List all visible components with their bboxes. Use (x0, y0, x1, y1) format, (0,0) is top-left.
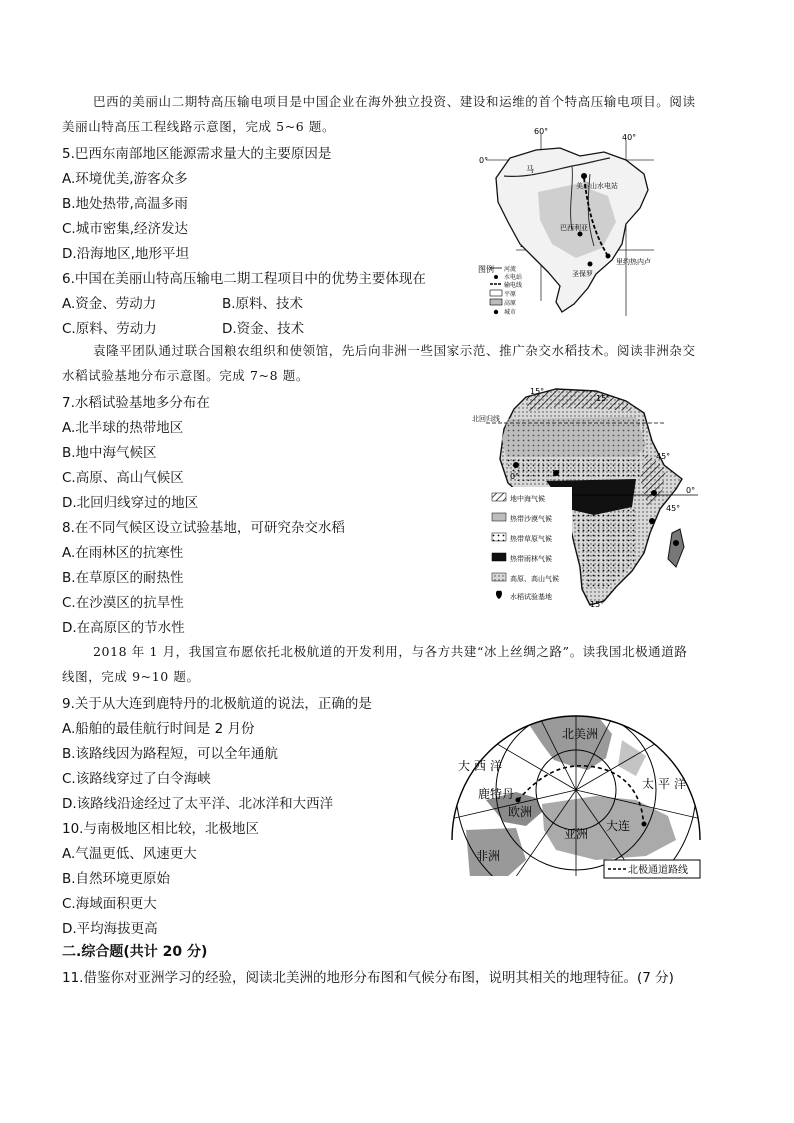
question-6-option-c: C.原料、劳动力 (62, 321, 157, 337)
legend-savanna: 热带草原气候 (510, 535, 552, 543)
savanna-north (504, 457, 642, 481)
brazil-label-rio: 里约热内卢 (616, 258, 651, 266)
question-8-option-b: B.在草原区的耐热性 (62, 570, 184, 586)
question-7-stem: 7.水稻试验基地多分布在 (62, 395, 210, 411)
question-8-option-a: A.在雨林区的抗寒性 (62, 545, 184, 561)
brazil-label-ma: 马 (526, 165, 534, 174)
legend-desert: 热带沙漠气候 (510, 515, 552, 523)
rice-base-marker (553, 470, 559, 476)
question-8-option-c: C.在沙漠区的抗旱性 (62, 595, 184, 611)
brasilia-marker (578, 232, 583, 237)
legend-line: 输电线 (504, 282, 523, 289)
legend-river: 河流 (504, 266, 517, 273)
label-africa: 非洲 (476, 849, 501, 863)
question-9-option-c: C.该路线穿过了白令海峡 (62, 771, 211, 787)
label-rotterdam: 鹿特丹 (478, 787, 515, 801)
rice-base-marker (673, 540, 679, 546)
intro-7-8-line2: 水稻试验基地分布示意图。完成 7~8 题。 (62, 368, 309, 383)
africa-deg-3: 45° (656, 452, 671, 461)
legend-mediterranean: 地中海气候 (510, 495, 545, 503)
africa-rice-base-map (472, 383, 706, 609)
question-5-option-b: B.地处热带,高温多雨 (62, 196, 188, 212)
sao-paulo-marker (588, 262, 593, 267)
legend-city: 城市 (504, 309, 517, 316)
question-7-option-d: D.北回归线穿过的地区 (62, 495, 199, 511)
question-11-stem: 11.借鉴你对亚洲学习的经验，阅读北美洲的地形分布图和气候分布图，说明其相关的地理特征。(7 分) (62, 970, 674, 986)
brazil-lat-0: 0° (479, 156, 489, 165)
question-10-option-a: A.气温更低、风速更大 (62, 846, 197, 862)
intro-9-10-line1: 2018 年 1 月，我国宣布愿依托北极航道的开发利用，与各方共建“冰上丝绸之路”。读我国北极通道路 (93, 644, 688, 659)
africa-deg-5: 45° (666, 504, 681, 513)
question-5-stem: 5.巴西东南部地区能源需求量大的主要原因是 (62, 146, 332, 162)
question-10-option-d: D.平均海拔更高 (62, 921, 158, 937)
question-9-option-a: A.船舶的最佳航行时间是 2 月份 (62, 721, 255, 737)
question-6-option-a: A.资金、劳动力 (62, 296, 157, 312)
madagascar (668, 529, 684, 567)
question-6-stem: 6.中国在美丽山特高压输电二期工程项目中的优势主要体现在 (62, 271, 426, 287)
africa-deg-1: 15° (530, 387, 545, 396)
brazil-label-sao-paulo: 圣保罗 (572, 270, 593, 278)
question-7-option-a: A.北半球的热带地区 (62, 420, 184, 436)
question-5-option-a: A.环境优美,游客众多 (62, 171, 188, 187)
question-9-stem: 9.关于从大连到鹿特丹的北极航道的说法，正确的是 (62, 696, 372, 712)
label-europe: 欧洲 (508, 805, 533, 819)
rio-marker (606, 254, 611, 259)
legend-plateau: 高原 (504, 300, 517, 307)
hydro-station-marker (581, 173, 587, 179)
rotterdam-marker (516, 798, 521, 803)
legend-rainforest: 热带雨林气候 (510, 555, 552, 563)
brazil-power-line-map (476, 126, 658, 326)
label-dalian: 大连 (606, 819, 631, 833)
brazil-legend-title: 图例 (478, 265, 494, 274)
brazil-label-brasilia: 巴西利亚 (560, 224, 588, 232)
label-atlantic: 大西洋 (458, 759, 507, 773)
arctic-route-map (446, 700, 706, 880)
question-7-option-c: C.高原、高山气候区 (62, 470, 184, 486)
question-9-option-d: D.该路线沿途经过了太平洋、北冰洋和大西洋 (62, 796, 334, 812)
question-7-option-b: B.地中海气候区 (62, 445, 157, 461)
africa-deg-2: 15° (596, 394, 611, 403)
question-10-option-c: C.海域面积更大 (62, 896, 157, 912)
legend-rice-base: 水稻试验基地 (510, 593, 552, 601)
intro-9-10-line2: 线图，完成 9~10 题。 (62, 669, 200, 684)
intro-5-6-line1: 巴西的美丽山二期特高压输电项目是中国企业在海外独立投资、建设和运维的首个特高压输电项目。阅读 (93, 94, 696, 109)
label-asia: 亚洲 (564, 827, 589, 841)
label-pacific: 太平洋 (642, 777, 691, 791)
label-north-america: 北美洲 (562, 727, 599, 741)
africa-deg-4: 0° (686, 486, 696, 495)
rice-base-marker (651, 490, 657, 496)
question-8-stem: 8.在不同气候区设立试验基地，可研究杂交水稻 (62, 520, 345, 536)
brazil-label-hydro: 美丽山水电站 (576, 182, 618, 190)
intro-7-8-line1: 袁隆平团队通过联合国粮农组织和使领馆，先后向非洲一些国家示范、推广杂交水稻技术。阅读非洲杂交 (93, 343, 696, 358)
africa-deg-6: 15° (590, 600, 605, 609)
legend-plain: 平原 (504, 291, 517, 298)
legend-hydro: 水电站 (504, 274, 523, 281)
question-5-option-c: C.城市密集,经济发达 (62, 221, 189, 237)
intro-5-6-line2: 美丽山特高压工程线路示意图，完成 5~6 题。 (62, 119, 336, 134)
africa-deg-7: 0° (510, 472, 520, 481)
question-10-stem: 10.与南极地区相比较，北极地区 (62, 821, 259, 837)
question-5-option-d: D.沿海地区,地形平坦 (62, 246, 189, 262)
section-2-title: 二.综合题(共计 20 分) (62, 944, 208, 960)
dalian-marker (642, 822, 647, 827)
brazil-lon-60: 60° (534, 127, 549, 136)
question-10-option-b: B.自然环境更原始 (62, 871, 171, 887)
brazil-lon-40: 40° (622, 133, 637, 142)
question-9-option-b: B.该路线因为路程短，可以全年通航 (62, 746, 279, 762)
question-6-option-d: D.资金、技术 (222, 321, 305, 337)
tropic-label: 北回归线 (472, 415, 500, 423)
question-6-option-b: B.原料、技术 (222, 296, 304, 312)
question-8-option-d: D.在高原区的节水性 (62, 620, 185, 636)
rice-base-marker (649, 518, 655, 524)
legend-arctic-route: 北极通道路线 (628, 865, 688, 876)
legend-highland: 高原、高山气候 (510, 575, 559, 583)
rice-base-marker (513, 462, 519, 468)
